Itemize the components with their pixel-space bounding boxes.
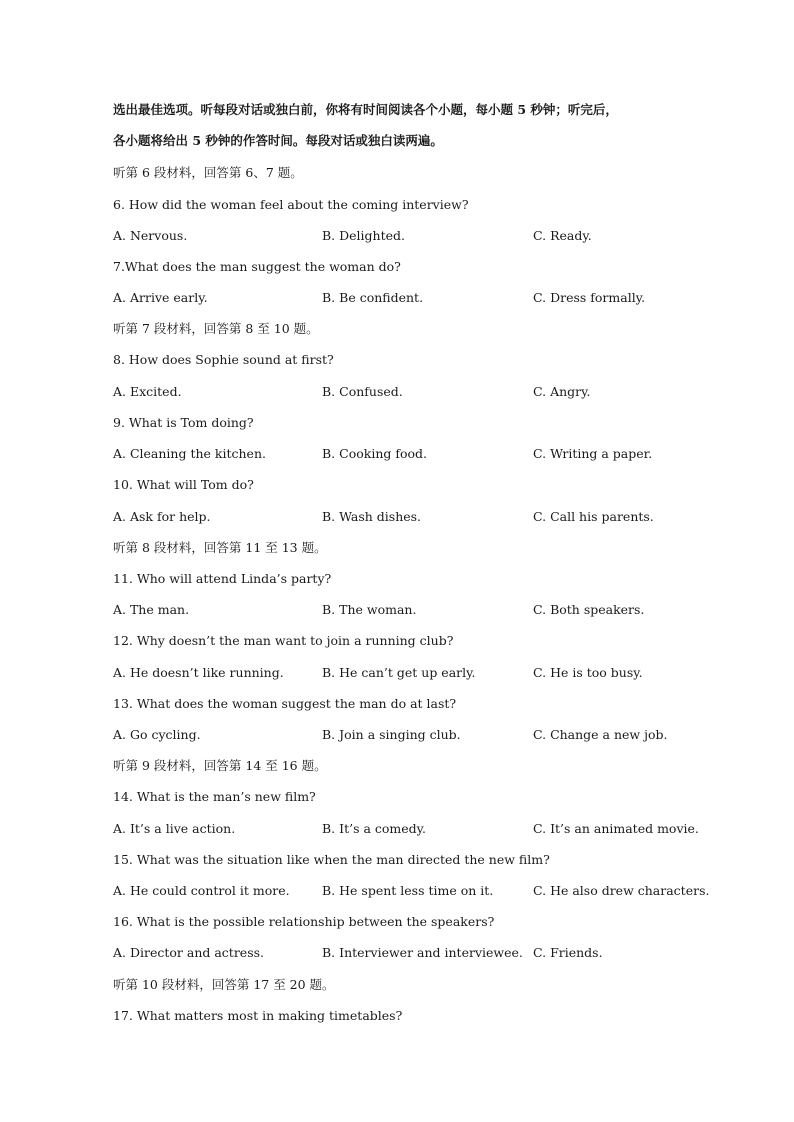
option-10-a: A. Ask for help. — [113, 509, 211, 524]
options-8 — [113, 384, 733, 400]
option-10-c: C. Call his parents. — [533, 509, 654, 524]
option-15-c: C. He also drew characters. — [533, 883, 710, 898]
option-15-b: B. He spent less time on it. — [322, 883, 494, 898]
options-16 — [113, 945, 733, 961]
option-11-b: B. The woman. — [322, 602, 417, 617]
option-9-c: C. Writing a paper. — [533, 446, 653, 461]
section-heading-8: 听第 8 段材料，回答第 11 至 13 题。 — [113, 540, 327, 555]
option-6-c: C. Ready. — [533, 228, 592, 243]
question-9: 9. What is Tom doing? — [113, 415, 254, 430]
question-10: 10. What will Tom do? — [113, 477, 254, 492]
options-13 — [113, 727, 733, 743]
options-12 — [113, 665, 733, 681]
option-13-a: A. Go cycling. — [113, 727, 201, 742]
option-8-a: A. Excited. — [113, 384, 182, 399]
option-6-b: B. Delighted. — [322, 228, 405, 243]
option-9-a: A. Cleaning the kitchen. — [113, 446, 266, 461]
question-15: 15. What was the situation like when the man directed the new film? — [113, 852, 550, 867]
options-14 — [113, 821, 733, 837]
option-12-c: C. He is too busy. — [533, 665, 643, 680]
option-14-c: C. It’s an animated movie. — [533, 821, 699, 836]
option-12-b: B. He can’t get up early. — [322, 665, 476, 680]
option-13-b: B. Join a singing club. — [322, 727, 461, 742]
question-7: 7.What does the man suggest the woman do? — [113, 259, 401, 274]
option-12-a: A. He doesn’t like running. — [113, 665, 284, 680]
option-8-b: B. Confused. — [322, 384, 403, 399]
question-13: 13. What does the woman suggest the man do at last? — [113, 696, 457, 711]
option-8-c: C. Angry. — [533, 384, 591, 399]
option-15-a: A. He could control it more. — [113, 883, 290, 898]
option-6-a: A. Nervous. — [113, 228, 188, 243]
question-8: 8. How does Sophie sound at first? — [113, 352, 334, 367]
option-7-a: A. Arrive early. — [113, 290, 208, 305]
section-heading-7: 听第 7 段材料，回答第 8 至 10 题。 — [113, 321, 319, 336]
section-heading-10: 听第 10 段材料，回答第 17 至 20 题。 — [113, 977, 335, 992]
option-11-a: A. The man. — [113, 602, 190, 617]
instructions-line-2: 各小题将给出 5 秒钟的作答时间。每段对话或独白读两遍。 — [113, 133, 443, 148]
options-7 — [113, 290, 733, 306]
option-7-c: C. Dress formally. — [533, 290, 646, 305]
section-heading-9: 听第 9 段材料，回答第 14 至 16 题。 — [113, 758, 327, 773]
section-heading-6: 听第 6 段材料，回答第 6、7 题。 — [113, 165, 303, 180]
option-10-b: B. Wash dishes. — [322, 509, 422, 524]
question-11: 11. Who will attend Linda’s party? — [113, 571, 332, 586]
option-13-c: C. Change a new job. — [533, 727, 668, 742]
option-11-c: C. Both speakers. — [533, 602, 645, 617]
options-10 — [113, 509, 733, 525]
option-16-b: B. Interviewer and interviewee. — [322, 945, 523, 960]
option-7-b: B. Be confident. — [322, 290, 424, 305]
question-12: 12. Why doesn’t the man want to join a running club? — [113, 633, 454, 648]
option-14-b: B. It’s a comedy. — [322, 821, 427, 836]
options-11 — [113, 602, 733, 618]
question-16: 16. What is the possible relationship between the speakers? — [113, 914, 495, 929]
option-9-b: B. Cooking food. — [322, 446, 427, 461]
options-15 — [113, 883, 733, 899]
option-14-a: A. It’s a live action. — [113, 821, 236, 836]
option-16-a: A. Director and actress. — [113, 945, 264, 960]
options-9 — [113, 446, 733, 462]
question-14: 14. What is the man’s new film? — [113, 789, 316, 804]
option-16-c: C. Friends. — [533, 945, 603, 960]
question-17: 17. What matters most in making timetables? — [113, 1008, 403, 1023]
options-6 — [113, 228, 733, 244]
instructions-line-1: 选出最佳选项。听每段对话或独白前，你将有时间阅读各个小题，每小题 5 秒钟；听完后， — [113, 102, 618, 117]
question-6: 6. How did the woman feel about the coming interview? — [113, 197, 469, 212]
